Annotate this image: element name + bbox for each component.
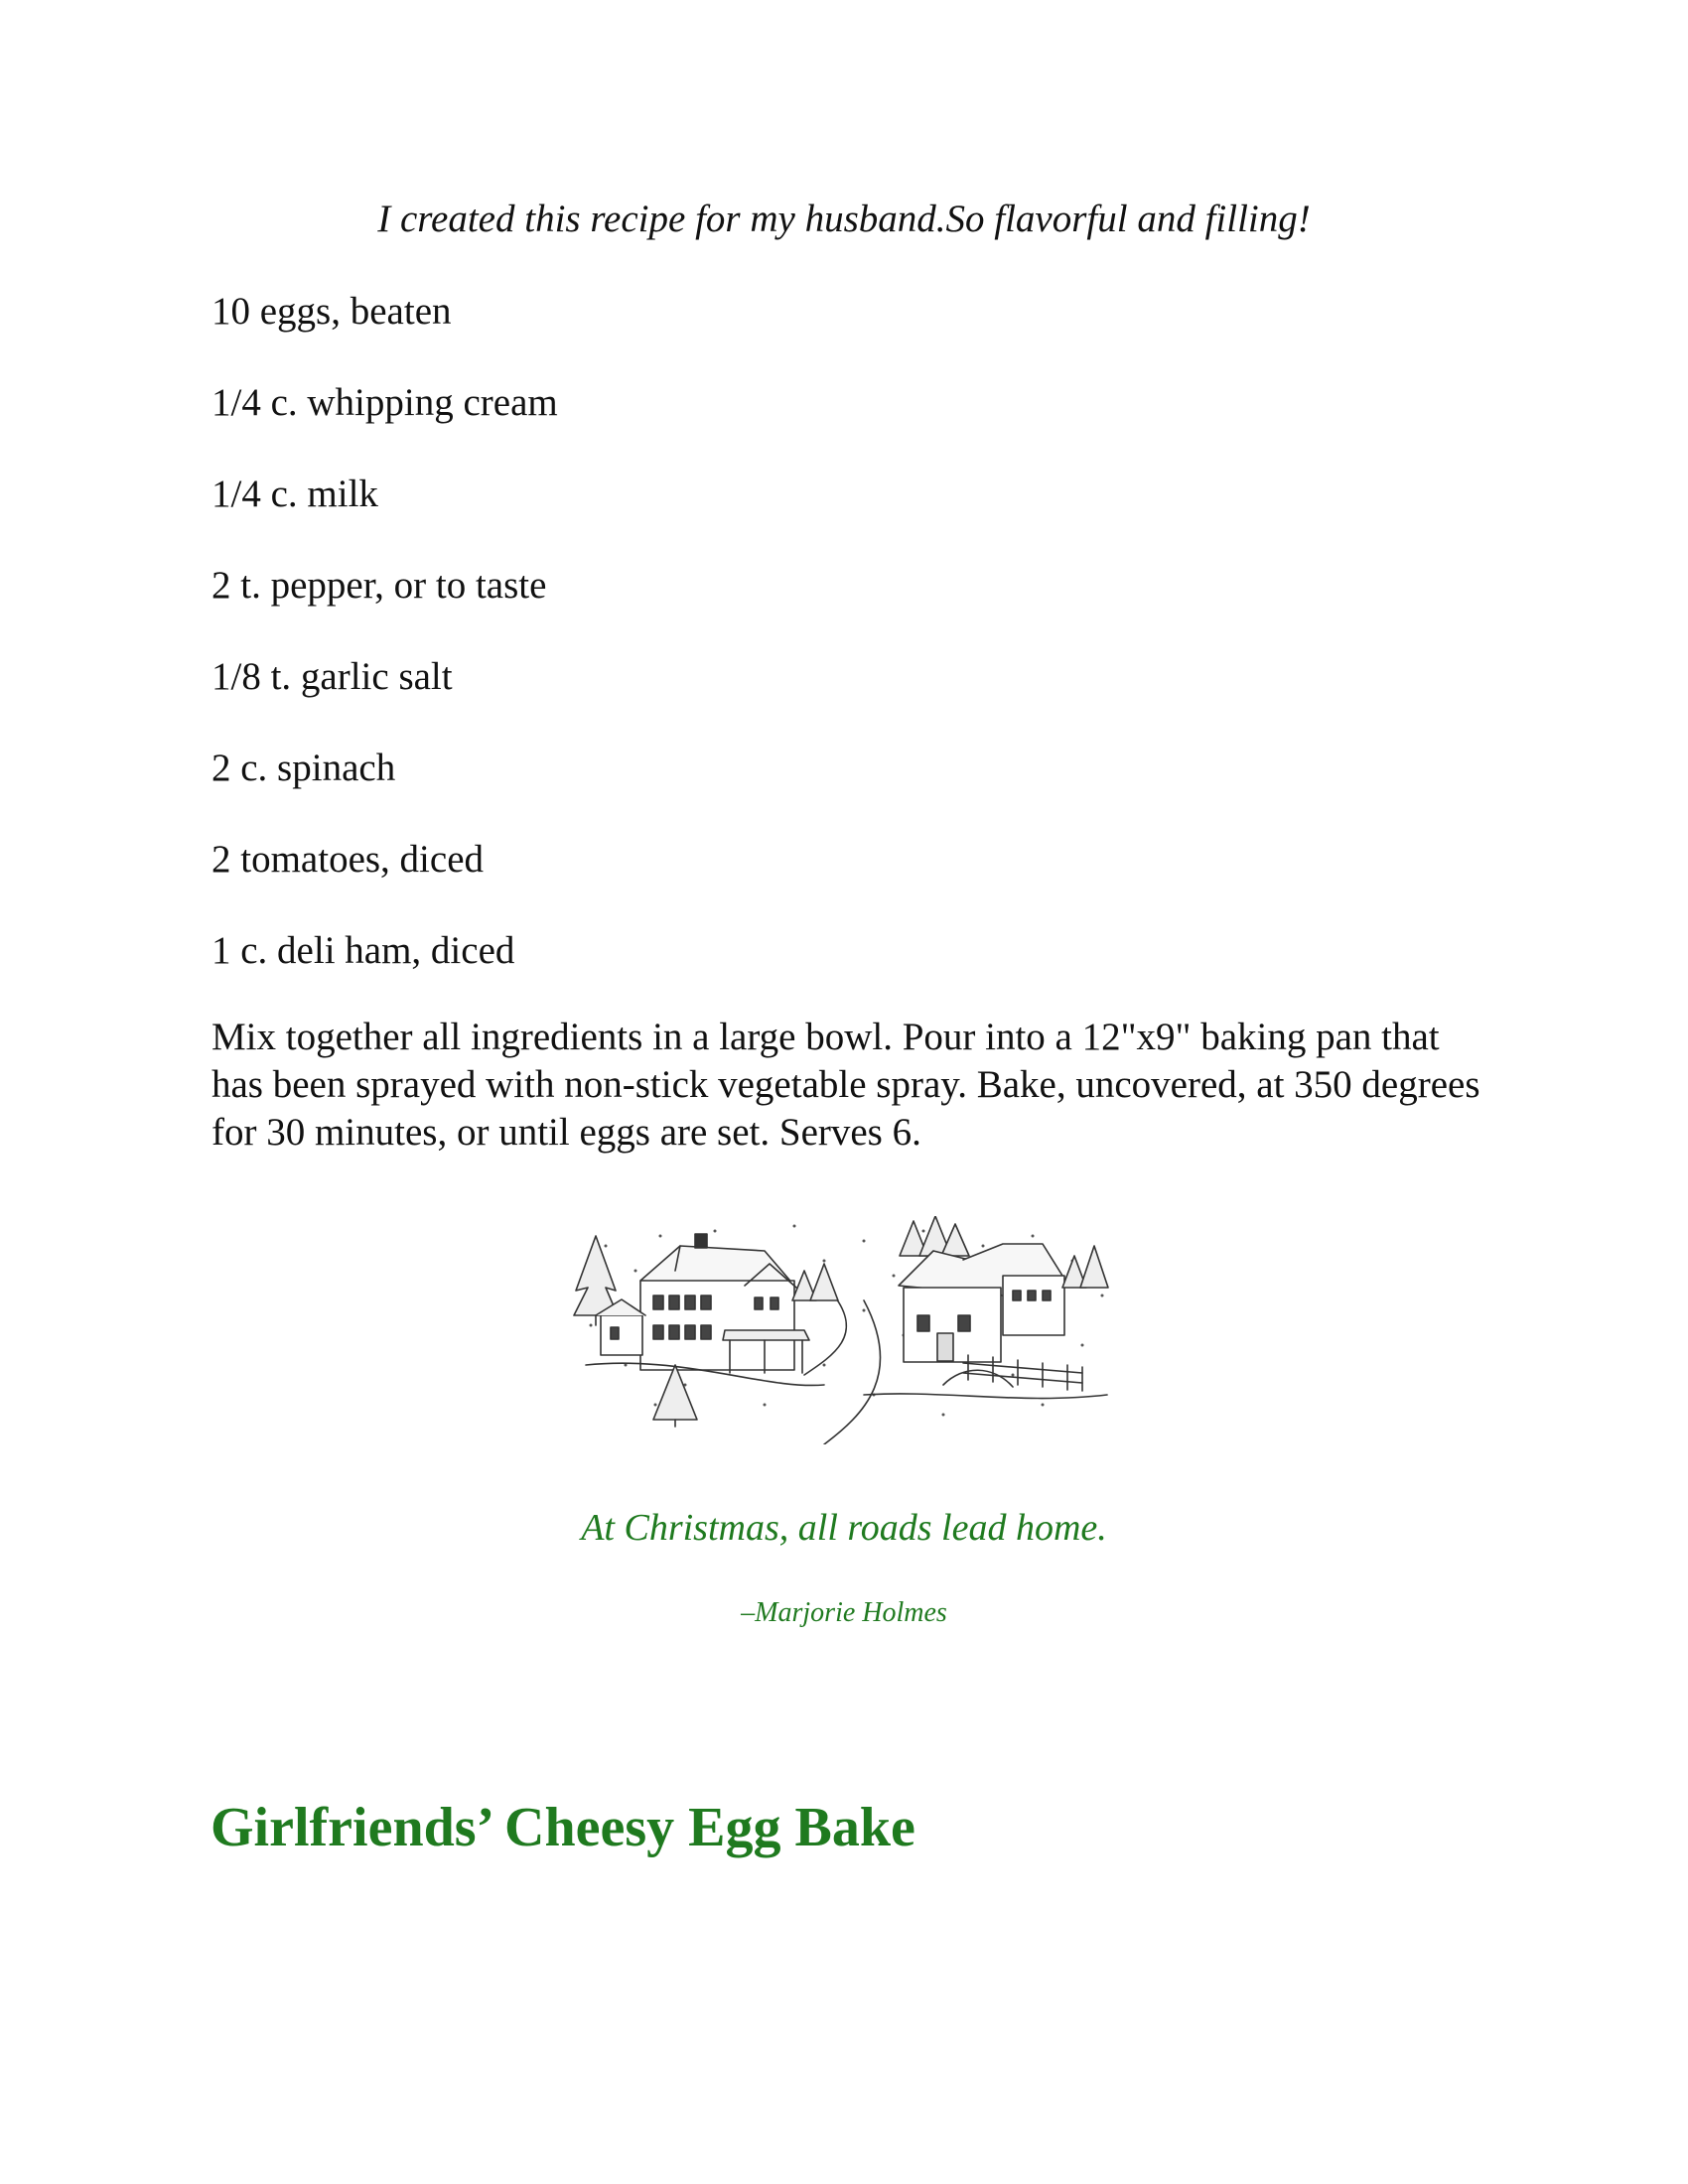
ingredient-list (211, 288, 558, 1019)
recipe-intro: I created this recipe for my husband.So flavorful and filling! (377, 198, 1311, 240)
ingredient-item: 2 t. pepper, or to taste (211, 564, 547, 607)
ingredient-item: 2 tomatoes, diced (211, 838, 485, 881)
holiday-quote: At Christmas, all roads lead home. (581, 1507, 1107, 1549)
quote-attribution: –Marjorie Holmes (741, 1597, 947, 1628)
ingredient-item: 1 c. deli ham, diced (211, 929, 515, 972)
winter-village-icon (566, 1216, 1122, 1444)
ingredient-item: 1/4 c. whipping cream (211, 381, 558, 424)
ingredient-item: 2 c. spinach (211, 747, 396, 789)
ingredient-item: 1/4 c. milk (211, 473, 378, 515)
ingredient-item: 10 eggs, beaten (211, 290, 452, 333)
ingredient-item: 1/8 t. garlic salt (211, 655, 453, 698)
recipe-title: Girlfriends’ Cheesy Egg Bake (211, 1797, 915, 1858)
recipe-instructions: Mix together all ingredients in a large bowl. Pour into a 12"x9" baking pan that has been sprayed with non-stick vegetable spray. Bake, uncovered, at 350 degrees for 30 minutes, or until eggs are set. Serves 6. (211, 1016, 1480, 1154)
